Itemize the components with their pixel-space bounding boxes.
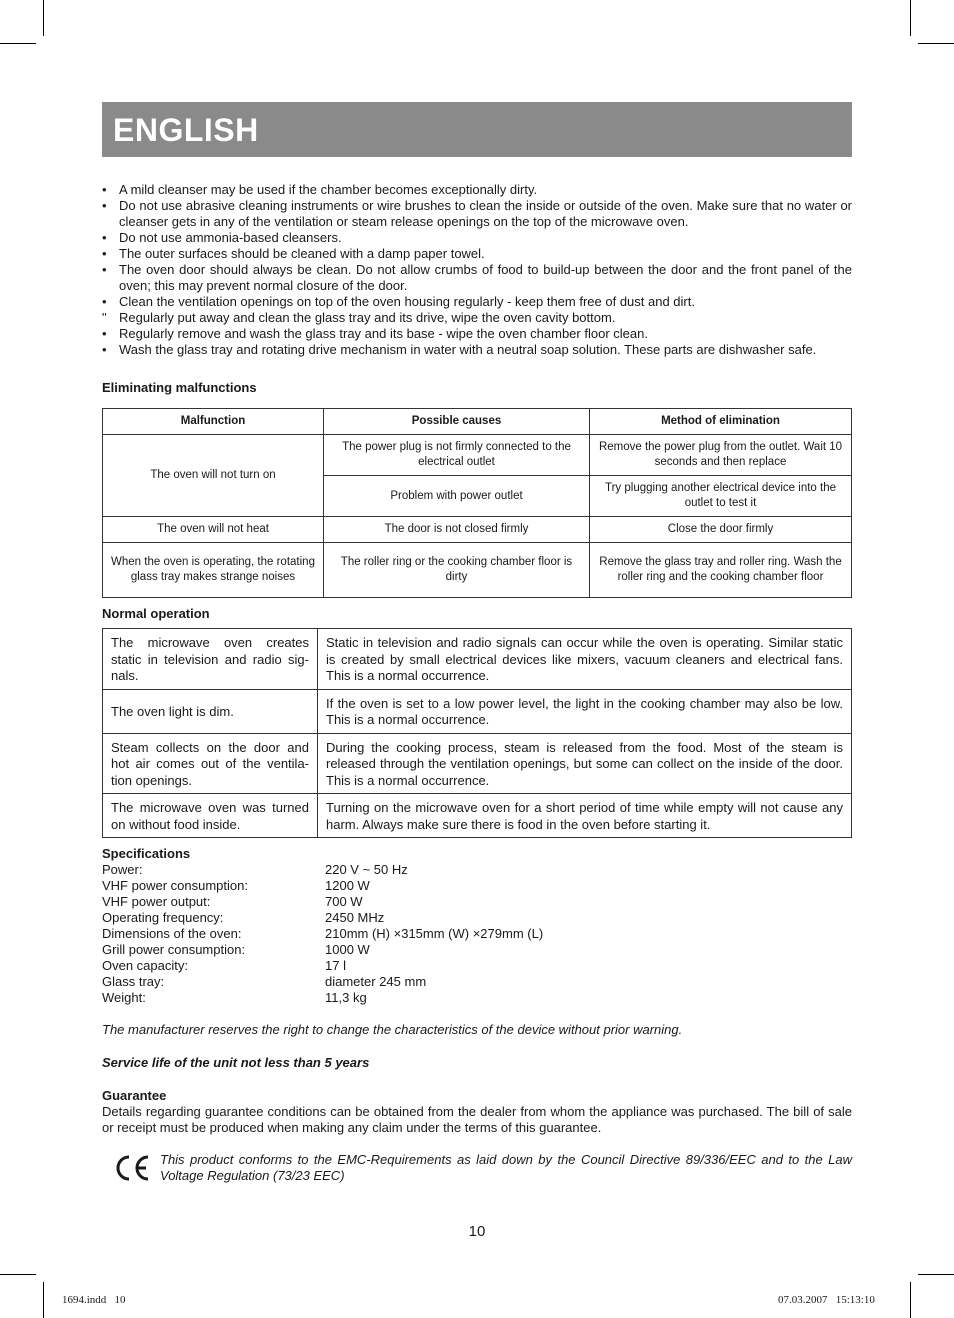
table-header-row	[103, 409, 852, 435]
spec-label: Power:	[102, 862, 143, 877]
list-item-text: Wash the glass tray and rotating drive mechanism in water with a neutral soap solution. These parts are dishwasher safe.	[119, 342, 817, 357]
list-item	[102, 230, 852, 246]
ce-conformity-text: This product conforms to the EMC-Requirements as laid down by the Council Directive 89/336/EEC and to the Law Voltage Regulation (73/23 EEC)	[160, 1152, 852, 1183]
spec-row	[102, 942, 852, 958]
explanation-cell: During the cooking process, steam is released from the food. Most of the steam is released through the ventilation openings, but some can collect on the inside of the door. This is a normal occurrence.	[318, 733, 852, 794]
list-item-text: The oven door should always be clean. Do not allow crumbs of food to build-up between the door and the front panel of the oven; this may prevent normal closure of the door.	[119, 262, 852, 293]
symptom-cell: The microwave oven was turned on without food inside.	[103, 794, 318, 838]
symptom-cell: The oven light is dim.	[103, 689, 318, 733]
cause-cell: The roller ring or the cooking chamber floor is dirty	[324, 543, 590, 598]
list-item	[102, 310, 852, 326]
footer-timestamp: 07.03.2007 15:13:10	[778, 1294, 875, 1306]
spec-label: VHF power output:	[102, 894, 211, 909]
document-body	[102, 182, 852, 1186]
spec-value: 11,3 kg	[325, 990, 367, 1005]
malfunction-cell: When the oven is operating, the rotating glass tray makes strange noises	[103, 543, 324, 598]
spec-label: Grill power consumption:	[102, 942, 246, 957]
malfunctions-table	[102, 408, 852, 598]
malfunctions-heading: Eliminating malfunctions	[102, 380, 257, 395]
malfunction-cell: The oven will not heat	[103, 517, 324, 543]
bullet-marker: •	[102, 198, 107, 213]
footer-file-info: 1694.indd 10	[62, 1294, 126, 1306]
bullet-marker: •	[102, 342, 107, 357]
spec-value: diameter 245 mm	[325, 974, 427, 989]
column-header: Malfunction	[103, 409, 324, 435]
list-item	[102, 246, 852, 262]
list-item	[102, 198, 852, 230]
symptom-cell: The microwave oven creates static in television and radio sig-nals.	[103, 629, 318, 690]
list-item	[102, 182, 852, 198]
bullet-marker: •	[102, 246, 107, 261]
list-item-text: A mild cleanser may be used if the chamber becomes exceptionally dirty.	[119, 182, 538, 197]
explanation-cell: Turning on the microwave oven for a short period of time while empty will not cause any harm. Always make sure there is food in the oven before starting it.	[318, 794, 852, 838]
crop-mark	[910, 0, 911, 36]
table-row	[103, 543, 852, 598]
method-cell: Remove the glass tray and roller ring. Wash the roller ring and the cooking chamber floor	[590, 543, 852, 598]
specifications-section	[102, 846, 852, 1006]
spec-label: Dimensions of the oven:	[102, 926, 242, 941]
page-title: ENGLISH	[113, 112, 259, 148]
spec-value: 210mm (H) ×315mm (W) ×279mm (L)	[325, 926, 544, 941]
list-item	[102, 342, 852, 358]
crop-mark	[0, 43, 36, 44]
spec-value: 17 l	[325, 958, 346, 973]
section-header	[102, 102, 852, 157]
crop-mark	[43, 1282, 44, 1318]
spec-value: 1000 W	[325, 942, 370, 957]
table-row	[103, 689, 852, 733]
crop-mark	[43, 0, 44, 36]
list-item-text: Regularly put away and clean the glass tray and its drive, wipe the oven cavity bottom.	[119, 310, 616, 325]
spec-row	[102, 910, 852, 926]
method-cell: Remove the power plug from the outlet. Wait 10 seconds and then replace	[590, 435, 852, 476]
cause-cell: The power plug is not firmly connected to the electrical outlet	[324, 435, 590, 476]
list-item-text: Do not use ammonia-based cleansers.	[119, 230, 342, 245]
spec-label: Oven capacity:	[102, 958, 188, 973]
spec-row	[102, 926, 852, 942]
spec-row	[102, 862, 852, 878]
list-item-text: Regularly remove and wash the glass tray and its base - wipe the oven chamber floor clean.	[119, 326, 648, 341]
guarantee-section	[102, 1088, 852, 1136]
bullet-marker: •	[102, 182, 107, 197]
spec-value: 700 W	[325, 894, 363, 909]
list-item-text: The outer surfaces should be cleaned with a damp paper towel.	[119, 246, 485, 261]
explanation-cell: If the oven is set to a low power level, the light in the cooking chamber may also be low. This is a normal occurrence.	[318, 689, 852, 733]
bullet-marker: •	[102, 230, 107, 245]
spec-value: 1200 W	[325, 878, 370, 893]
table-row	[103, 517, 852, 543]
method-cell: Try plugging another electrical device into the outlet to test it	[590, 476, 852, 517]
list-item-text: Do not use abrasive cleaning instruments or wire brushes to clean the inside or outside of the oven. Make sure that no water or cleanser gets in any of the ventilation or steam release openings on the top of the microwave oven.	[119, 198, 852, 229]
bullet-marker: •	[102, 262, 107, 277]
guarantee-heading: Guarantee	[102, 1088, 167, 1103]
table-row	[103, 435, 852, 476]
spec-row	[102, 990, 852, 1006]
bullet-marker: "	[102, 310, 107, 325]
ce-conformity	[102, 1152, 852, 1186]
malfunction-cell: The oven will not turn on	[103, 435, 324, 517]
cause-cell: Problem with power outlet	[324, 476, 590, 517]
spec-label: VHF power consumption:	[102, 878, 248, 893]
table-row	[103, 629, 852, 690]
list-item-text: Clean the ventilation openings on top of the oven housing regularly - keep them free of dust and dirt.	[119, 294, 695, 309]
spec-label: Operating frequency:	[102, 910, 224, 925]
cause-cell: The door is not closed firmly	[324, 517, 590, 543]
table-row	[103, 733, 852, 794]
column-header: Possible causes	[324, 409, 590, 435]
spec-row	[102, 958, 852, 974]
ce-mark-icon	[112, 1154, 152, 1182]
list-item	[102, 262, 852, 294]
specifications-list	[102, 862, 852, 1006]
spec-value: 220 V ~ 50 Hz	[325, 862, 408, 877]
manufacturer-note: The manufacturer reserves the right to change the characteristics of the device without prior warning.	[102, 1022, 683, 1037]
normal-operation-heading: Normal operation	[102, 606, 210, 621]
spec-row	[102, 878, 852, 894]
guarantee-text: Details regarding guarantee conditions can be obtained from the dealer from whom the appliance was purchased. The bill of sale or receipt must be produced when making any claim under the terms of this guarantee.	[102, 1104, 852, 1135]
crop-mark	[918, 1274, 954, 1275]
normal-operation-table	[102, 628, 852, 838]
bullet-marker: •	[102, 294, 107, 309]
spec-label: Weight:	[102, 990, 146, 1005]
bullet-marker: •	[102, 326, 107, 341]
column-header: Method of elimination	[590, 409, 852, 435]
list-item	[102, 294, 852, 310]
crop-mark	[918, 43, 954, 44]
symptom-cell: Steam collects on the door and hot air comes out of the ventila-tion openings.	[103, 733, 318, 794]
spec-row	[102, 974, 852, 990]
explanation-cell: Static in television and radio signals can occur while the oven is operating. Similar static is created by small electrical devices like mixers, vacuum cleaners and electrical fans. This is a normal occurrence.	[318, 629, 852, 690]
crop-mark	[0, 1274, 36, 1275]
service-life-note: Service life of the unit not less than 5 years	[102, 1055, 370, 1070]
table-row	[103, 794, 852, 838]
page-number: 10	[468, 1223, 486, 1240]
spec-row	[102, 894, 852, 910]
specifications-heading: Specifications	[102, 846, 191, 861]
method-cell: Close the door firmly	[590, 517, 852, 543]
list-item	[102, 326, 852, 342]
crop-mark	[910, 1282, 911, 1318]
cleaning-instructions-list	[102, 182, 852, 358]
spec-label: Glass tray:	[102, 974, 165, 989]
spec-value: 2450 MHz	[325, 910, 385, 925]
